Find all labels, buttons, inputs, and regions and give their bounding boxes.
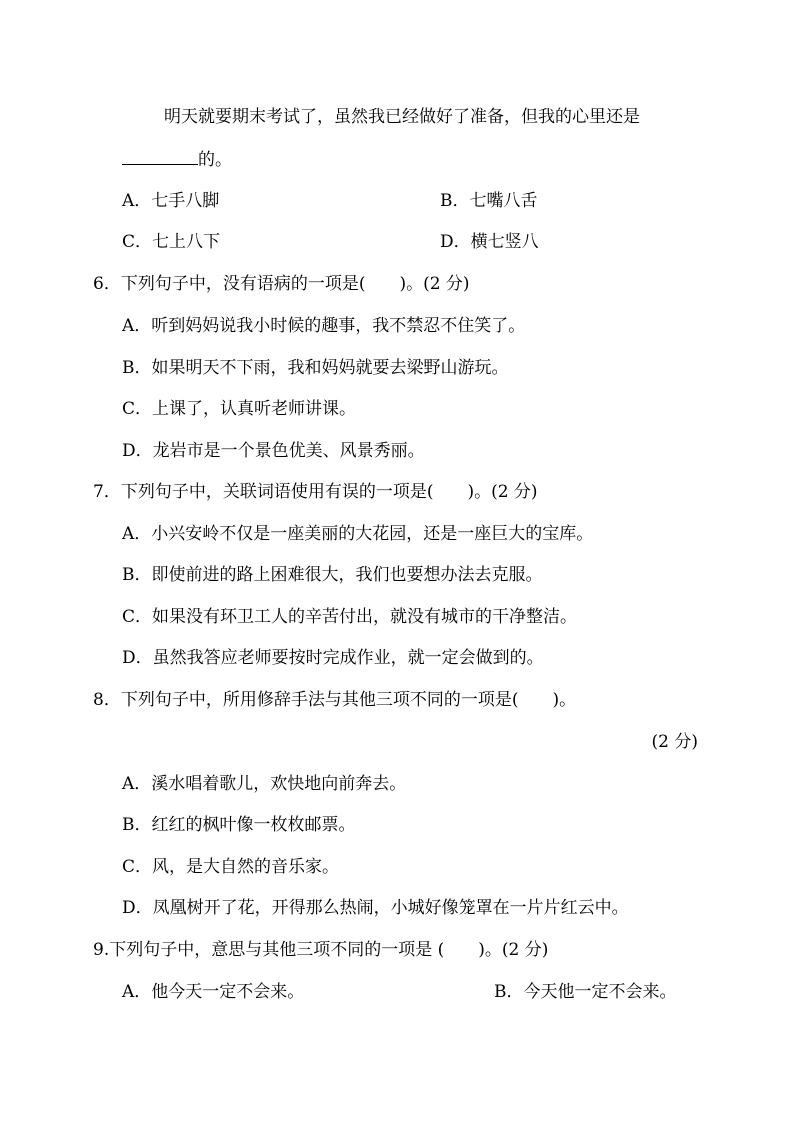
q8-option-c[interactable]: C．风，是大自然的音乐家。 [122,857,340,877]
q5-stem-tail: 的。 [198,150,232,170]
q6-option-b[interactable]: B．如果明天不下雨，我和妈妈就要去梁野山游玩。 [122,358,509,378]
q7-option-d[interactable]: D．虽然我答应老师要按时完成作业，就一定会做到的。 [122,648,544,668]
q7-option-b[interactable]: B．即使前进的路上困难很大，我们也要想办法去克服。 [122,565,543,585]
q9-option-a[interactable]: A．他今天一定不会来。 [122,982,305,1002]
q8-option-b[interactable]: B．红红的枫叶像一枚枚邮票。 [122,815,356,835]
q5-option-a[interactable]: A．七手八脚 [122,191,220,211]
q9-option-b[interactable]: B．今天他一定不会来。 [494,982,677,1002]
q8-score: (2 分) [651,732,698,752]
q6-stem: 6．下列句子中，没有语病的一项是( )。(2 分) [93,274,470,294]
q6-option-c[interactable]: C．上课了，认真听老师讲课。 [122,399,357,419]
q5-option-c[interactable]: C．七上八下 [122,232,221,252]
answer-blank[interactable] [122,148,198,165]
q9-stem: 9.下列句子中，意思与其他三项不同的一项是 ( )。(2 分) [93,940,549,960]
q8-option-a[interactable]: A．溪水唱着歌儿，欢快地向前奔去。 [122,774,407,794]
q7-stem: 7．下列句子中，关联词语使用有误的一项是( )。(2 分) [93,482,538,502]
q7-option-a[interactable]: A．小兴安岭不仅是一座美丽的大花园，还是一座巨大的宝库。 [122,524,594,544]
q7-option-c[interactable]: C．如果没有环卫工人的辛苦付出，就没有城市的干净整洁。 [122,607,578,627]
q9-options-row1 [122,981,677,1003]
q5-option-d[interactable]: D．横七竖八 [440,232,539,252]
q8-option-d[interactable]: D．凤凰树开了花，开得那么热闹，小城好像笼罩在一片片红云中。 [122,898,629,918]
q5-options-row2 [122,231,539,253]
q5-option-b[interactable]: B．七嘴八舌 [440,191,538,211]
q6-option-a[interactable]: A．听到妈妈说我小时候的趣事，我不禁忍不住笑了。 [122,316,526,336]
q5-stem-line2 [122,148,232,171]
q6-option-d[interactable]: D．龙岩市是一个景色优美、风景秀丽。 [122,441,425,461]
q5-stem-line1: 明天就要期末考试了，虽然我已经做好了准备，但我的心里还是 [164,107,640,127]
q5-options-row1 [122,190,538,212]
q8-stem: 8．下列句子中，所用修辞手法与其他三项不同的一项是( )。 [93,690,577,710]
